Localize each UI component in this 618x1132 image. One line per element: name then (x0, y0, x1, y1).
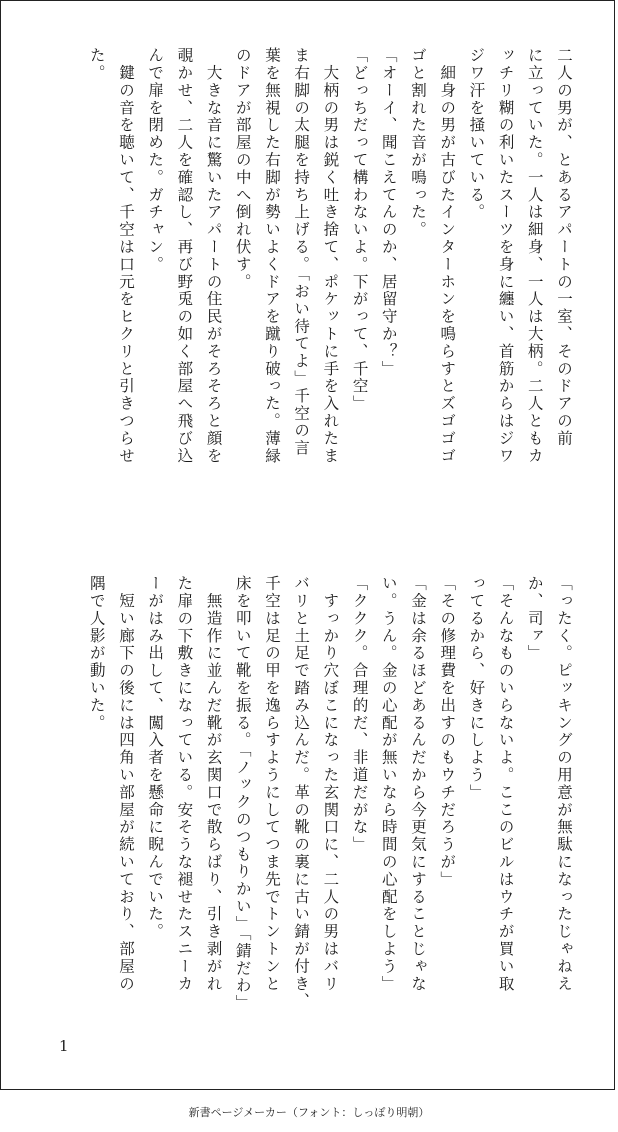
upper-text-block: 二人の男が、とあるアパートの一室、そのドアの前 に立っていた。一人は細身、一人は大柄。二人ともカ ッチリ糊の利いたスーツを身に纏い、首筋からはジワ ジワ汗を掻いている。 細身の男が古びたインターホンを鳴らすとズゴゴゴ ゴと割れた音が鳴った。 「オーイ、聞こえてんのか、居留守か？」 「どっちだって構わないよ。下がって、千空」 大柄の男は鋭く吐き捨て、ポケットに手を入れたま ま右脚の太腿を持ち上げる。「おい待てよ」千空の言 葉を無視した右脚が勢いよくドアを蹴り破った。薄緑 のドアが部屋の中へ倒れ伏す。 大きな音に驚いたアパートの住民がそろそろと顔を 覗かせ、二人を確認し、再び野兎の如く部屋へ飛び込 んで扉を閉めた。ガチャン。 鍵の音を聴いて、千空は口元をヒクリと引きつらせ た。 (87, 47, 573, 465)
lower-text-block: 「ったく。ピッキングの用意が無駄になったじゃねえ か、司ァ」 「そんなものいらないよ。ここのビルはウチが買い取 ってるから、好きにしよう」 「その修理費を出すのもウチだろうが」 「金は余るほどあるんだから今更気にすることじゃな い。うん。金の心配が無いなら時間の心配をしよう」 「ククク。合理的だ、非道だがな」 すっかり穴ぼこになった玄関口に、二人の男はバリ バリと土足で踏み込んだ。革の靴の裏に古い錆が付き、 千空は足の甲を逸らすようにしてつま先でトントンと 床を叩いて靴を振る。「ノックのつもりかい」「錆だわ」 無造作に並んだ靴が玄関口で散らばり、引き剥がれ た扉の下敷きになっている。安そうな褪せたスニーカ ーがはみ出して、闖入者を懸命に睨んでいた。 短い廊下の後には四角い部屋が続いており、部屋の 隅で人影が動いた。 (87, 575, 573, 1012)
generator-caption: 新書ページメーカー（フォント：しっぽり明朝） (188, 1106, 430, 1119)
page-number: 1 (59, 1037, 69, 1055)
